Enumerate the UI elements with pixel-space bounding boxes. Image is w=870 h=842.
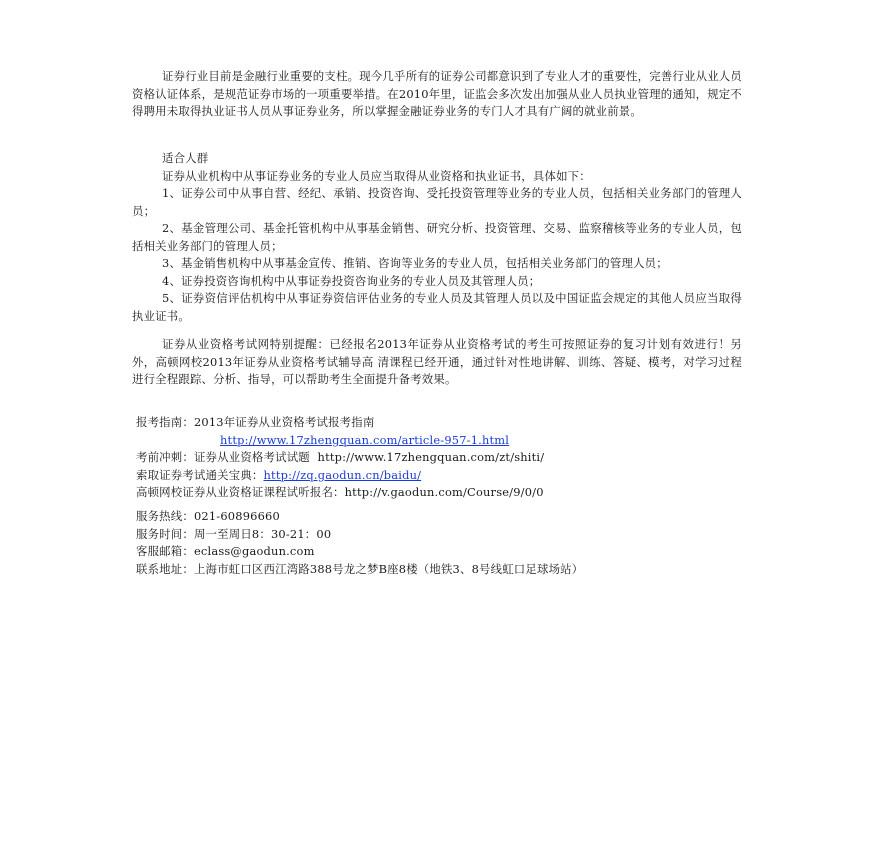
hours-value: 周一至周日8：30-21：00 bbox=[193, 526, 332, 541]
trial-url: http://v.gaodun.com/Course/9/0/0 bbox=[344, 485, 544, 499]
guide-label: 报考指南： bbox=[136, 415, 194, 429]
email-line bbox=[136, 543, 756, 561]
guide-link-line bbox=[136, 432, 756, 450]
address-line bbox=[136, 561, 756, 579]
hotline-value: 021-60896660 bbox=[193, 509, 280, 523]
manual-link[interactable]: http://zq.gaodun.cn/baidu/ bbox=[263, 467, 422, 482]
contact-section bbox=[136, 508, 756, 578]
hours-line bbox=[136, 526, 756, 544]
hotline-line bbox=[136, 508, 756, 526]
manual-label: 索取证券考试通关宝典： bbox=[136, 467, 264, 482]
audience-item-1: 1、证券公司中从事自营、经纪、承销、投资咨询、受托投资管理等业务的专业人员，包括相关业务部门的管理人员； bbox=[132, 186, 742, 218]
address-label: 联系地址： bbox=[136, 561, 194, 576]
hotline-label: 服务热线： bbox=[136, 509, 194, 523]
email-label: 客服邮箱： bbox=[136, 544, 194, 558]
guide-link[interactable]: http://www.17zhengquan.com/article-957-1.html bbox=[220, 432, 510, 447]
intro-section bbox=[132, 68, 742, 121]
audience-section bbox=[132, 150, 742, 325]
notice-paragraph: 证券从业资格考试网特别提醒：已经报名2013年证券从业资格考试的考生可按照证券的复习计划有效进行！另外，高顿网校2013年证券从业资格考试辅导高 清课程已经开通，通过针对性地讲解、训练、答疑、模考，对学习过程进行全程跟踪、分析、指导，可以帮助考生全面提升备考效果。 bbox=[132, 337, 742, 386]
manual-line bbox=[136, 467, 756, 485]
notice-section bbox=[132, 336, 742, 389]
trial-label: 高顿网校证券从业资格证课程试听报名： bbox=[136, 485, 345, 499]
audience-item-2: 2、基金管理公司、基金托管机构中从事基金销售、研究分析、投资管理、交易、监察稽核等业务的专业人员，包括相关业务部门的管理人员； bbox=[132, 221, 742, 253]
trial-line bbox=[136, 484, 756, 502]
sprint-line bbox=[136, 449, 756, 467]
sprint-url: http://www.17zhengquan.com/zt/shiti/ bbox=[317, 450, 545, 464]
intro-paragraph: 证券行业目前是金融行业重要的支柱。现今几乎所有的证券公司都意识到了专业人才的重要性，完善行业从业人员资格认证体系，是规范证券市场的一项重要举措。在2010年里，证监会多次发出加强从业人员执业管理的通知，规定不得聘用未取得执业证书人员从事证券业务，所以掌握金融证券业务的专门人才具有广阔的就业前景。 bbox=[132, 69, 742, 118]
links-section bbox=[136, 414, 756, 502]
audience-item-4: 4、证券投资咨询机构中从事证券投资咨询业务的专业人员及其管理人员； bbox=[162, 273, 541, 288]
guide-line bbox=[136, 414, 756, 432]
hours-label: 服务时间： bbox=[136, 526, 194, 541]
sprint-label: 考前冲刺： bbox=[136, 450, 194, 464]
audience-item-5: 5、证券资信评估机构中从事证券资信评估业务的专业人员及其管理人员以及中国证监会规定的其他人员应当取得执业证书。 bbox=[132, 291, 742, 323]
guide-text: 2013年证券从业资格考试报考指南 bbox=[193, 415, 375, 429]
audience-lead: 证券从业机构中从事证券业务的专业人员应当取得从业资格和执业证书，具体如下： bbox=[162, 168, 591, 183]
audience-heading: 适合人群 bbox=[162, 151, 209, 165]
audience-item-3: 3、基金销售机构中从事基金宣传、推销、咨询等业务的专业人员，包括相关业务部门的管理人员； bbox=[162, 256, 668, 270]
sprint-text: 证券从业资格考试试题 bbox=[193, 450, 310, 464]
email-value: eclass@gaodun.com bbox=[193, 544, 315, 558]
address-value: 上海市虹口区西江湾路388号龙之梦B座8楼（地铁3、8号线虹口足球场站） bbox=[193, 561, 584, 576]
